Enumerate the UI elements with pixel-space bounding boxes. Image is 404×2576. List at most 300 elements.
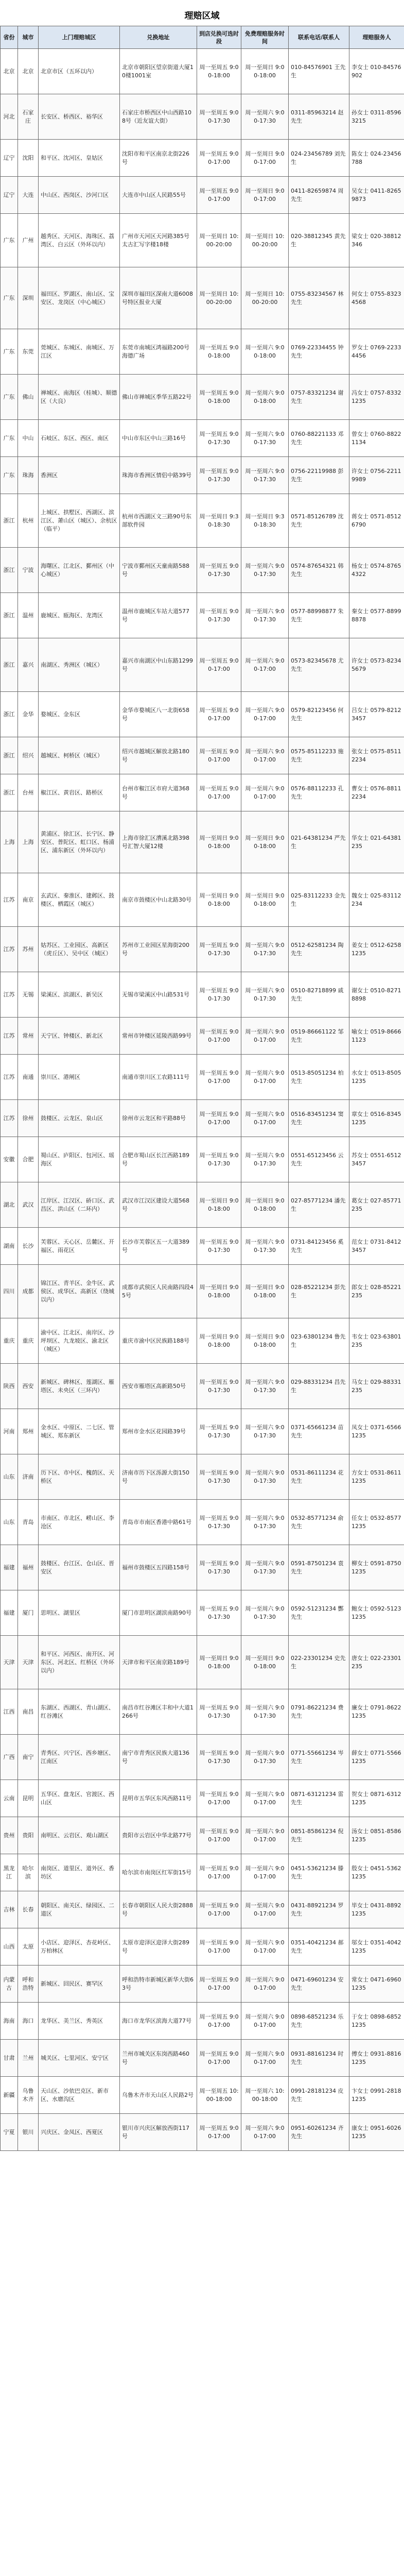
cell-province: 新疆	[1, 2077, 18, 2114]
cell-contact: 0871-63121234 雷先生	[289, 1780, 349, 1817]
cell-province: 山东	[1, 1454, 18, 1500]
cell-redeem-address: 台州市椒江区市府大道368号	[120, 774, 197, 811]
cell-redeem-address: 广州市天河区天河路385号太古汇写字楼18楼	[120, 214, 197, 267]
cell-city: 太原	[18, 1928, 39, 1965]
cell-city: 北京	[18, 49, 39, 94]
cell-claims-agent: 廉女士 0791-86221235	[349, 1689, 404, 1735]
cell-service-area: 中山区、西岗区、沙河口区	[39, 177, 120, 214]
cell-service-hours: 周一至周日 9:00-18:00	[241, 49, 289, 94]
cell-province: 福建	[1, 1590, 18, 1636]
table-row	[1, 375, 404, 420]
cell-service-area: 梁溪区、滨湖区、新吴区	[39, 972, 120, 1018]
cell-redeem-address: 重庆市渝中区民族路188号	[120, 1318, 197, 1364]
cell-store-hours: 周一至周日 9:00-18:00	[197, 1636, 241, 1689]
cell-redeem-address: 温州市鹿城区车站大道577号	[120, 593, 197, 638]
header-store-hours: 到店兑换可选时段	[197, 26, 241, 49]
cell-claims-agent: 苏女士 0551-65123457	[349, 1137, 404, 1182]
cell-contact: 0411-82659874 周先生	[289, 177, 349, 214]
cell-store-hours: 周一至周日 9:00-18:00	[197, 1318, 241, 1364]
cell-province: 内蒙古	[1, 1965, 18, 2003]
cell-claims-agent: 章女士 0516-83451235	[349, 1100, 404, 1137]
cell-province: 辽宁	[1, 177, 18, 214]
cell-service-area: 渝中区、江北区、南岸区、沙坪坝区、九龙坡区、渝北区（城区）	[39, 1318, 120, 1364]
cell-service-hours: 周一至周六 9:00-17:30	[241, 94, 289, 140]
cell-province: 江苏	[1, 873, 18, 927]
cell-redeem-address: 徐州市云龙区和平路88号	[120, 1100, 197, 1137]
cell-service-area: 石岐区、东区、西区、南区	[39, 420, 120, 457]
cell-claims-agent: 谢女士 0510-82718898	[349, 972, 404, 1018]
cell-city: 兰州	[18, 2040, 39, 2077]
cell-contact: 029-88331234 昌先生	[289, 1364, 349, 1409]
cell-service-hours: 周一至周六 9:00-18:00	[241, 329, 289, 375]
cell-contact: 024-23456789 刘先生	[289, 140, 349, 177]
cell-city: 珠海	[18, 457, 39, 494]
cell-contact: 0574-87654321 韩先生	[289, 548, 349, 593]
header-province: 省份	[1, 26, 18, 49]
cell-claims-agent: 韦女士 023-63801235	[349, 1318, 404, 1364]
cell-city: 西安	[18, 1364, 39, 1409]
table-row	[1, 972, 404, 1018]
cell-store-hours: 周一至周日 9:00-18:00	[197, 1265, 241, 1318]
cell-store-hours: 周一至周五 9:00-17:00	[197, 1018, 241, 1055]
table-row	[1, 1265, 404, 1318]
cell-contact: 0791-86221234 费先生	[289, 1689, 349, 1735]
table-row	[1, 927, 404, 972]
cell-service-hours: 周一至周六 9:00-17:30	[241, 1500, 289, 1545]
table-row	[1, 1228, 404, 1265]
cell-city: 昆明	[18, 1780, 39, 1817]
cell-city: 嘉兴	[18, 638, 39, 692]
cell-claims-agent: 薛女士 0771-55661235	[349, 1735, 404, 1780]
cell-service-hours: 周一至周日 9:30-18:30	[241, 494, 289, 548]
table-row	[1, 593, 404, 638]
cell-contact: 021-64381234 严先生	[289, 811, 349, 873]
cell-service-area: 崇川区、港闸区	[39, 1055, 120, 1100]
cell-claims-agent: 姜女士 0512-62581235	[349, 927, 404, 972]
cell-service-area: 思明区、湖里区	[39, 1590, 120, 1636]
cell-service-area: 市南区、市北区、崂山区、李沧区	[39, 1500, 120, 1545]
table-row	[1, 638, 404, 692]
cell-store-hours: 周一至周日 10:00-20:00	[197, 267, 241, 329]
cell-store-hours: 周一至周五 9:00-17:30	[197, 1500, 241, 1545]
cell-service-hours: 周一至周六 9:00-17:00	[241, 2003, 289, 2040]
cell-service-area: 和平区、河西区、南开区、河东区、河北区、红桥区（外环以内）	[39, 1636, 120, 1689]
cell-service-area: 北京市区（五环以内）	[39, 49, 120, 94]
cell-contact: 0851-85861234 倪先生	[289, 1817, 349, 1854]
cell-claims-agent: 吕女士 0579-82123457	[349, 692, 404, 737]
cell-store-hours: 周一至周日 9:00-18:00	[197, 873, 241, 927]
cell-city: 沈阳	[18, 140, 39, 177]
cell-service-area: 龙华区、美兰区、秀英区	[39, 2003, 120, 2040]
cell-province: 广东	[1, 214, 18, 267]
cell-service-hours: 周一至周六 9:00-17:00	[241, 1891, 289, 1928]
cell-contact: 0516-83451234 窦先生	[289, 1100, 349, 1137]
cell-service-hours: 周一至周六 9:00-17:00	[241, 2114, 289, 2151]
header-service-area: 上门理赔城区	[39, 26, 120, 49]
cell-city: 中山	[18, 420, 39, 457]
cell-store-hours: 周一至周五 9:00-17:30	[197, 1545, 241, 1590]
cell-province: 甘肃	[1, 2040, 18, 2077]
cell-service-hours: 周一至周六 9:00-17:30	[241, 1228, 289, 1265]
header-claims-agent: 理赔服务人	[349, 26, 404, 49]
cell-province: 黑龙江	[1, 1854, 18, 1891]
cell-contact: 0513-85051234 柏先生	[289, 1055, 349, 1100]
cell-contact: 028-85221234 彭先生	[289, 1265, 349, 1318]
cell-contact: 0771-55661234 岑先生	[289, 1735, 349, 1780]
cell-redeem-address: 福州市鼓楼区五四路158号	[120, 1545, 197, 1590]
cell-contact: 023-63801234 鲁先生	[289, 1318, 349, 1364]
cell-city: 乌鲁木齐	[18, 2077, 39, 2114]
cell-store-hours: 周一至周五 9:00-17:30	[197, 927, 241, 972]
cell-service-area: 姑苏区、工业园区、高新区（虎丘区）、吴中区（城区）	[39, 927, 120, 972]
cell-service-hours: 周一至周六 9:00-17:00	[241, 1055, 289, 1100]
table-row	[1, 2040, 404, 2077]
cell-service-area: 婺城区、金东区	[39, 692, 120, 737]
cell-city: 徐州	[18, 1100, 39, 1137]
cell-city: 深圳	[18, 267, 39, 329]
cell-service-area: 历下区、市中区、槐荫区、天桥区	[39, 1454, 120, 1500]
cell-city: 大连	[18, 177, 39, 214]
cell-service-hours: 周一至周日 10:00-20:00	[241, 214, 289, 267]
cell-province: 广东	[1, 329, 18, 375]
cell-claims-agent: 葛女士 027-85771235	[349, 1182, 404, 1228]
cell-redeem-address: 深圳市福田区深南大道6008号特区报业大厦	[120, 267, 197, 329]
cell-store-hours: 周一至周五 9:00-17:00	[197, 774, 241, 811]
cell-service-area: 南明区、云岩区、观山湖区	[39, 1817, 120, 1854]
cell-claims-agent: 水女士 0513-85051235	[349, 1055, 404, 1100]
cell-province: 浙江	[1, 774, 18, 811]
cell-service-hours: 周一至周六 9:00-17:30	[241, 593, 289, 638]
cell-store-hours: 周一至周五 9:00-17:00	[197, 177, 241, 214]
table-row	[1, 214, 404, 267]
cell-store-hours: 周一至周五 9:00-17:30	[197, 1137, 241, 1182]
cell-redeem-address: 武汉市江汉区建设大道568号	[120, 1182, 197, 1228]
cell-store-hours: 周一至周五 9:00-18:00	[197, 329, 241, 375]
cell-service-area: 莞城区、东城区、南城区、万江区	[39, 329, 120, 375]
cell-province: 广东	[1, 457, 18, 494]
cell-contact: 025-83112233 金先生	[289, 873, 349, 927]
cell-service-area: 黄浦区、徐汇区、长宁区、静安区、普陀区、虹口区、杨浦区、浦东新区（外环以内）	[39, 811, 120, 873]
cell-service-area: 长安区、桥西区、裕华区	[39, 94, 120, 140]
cell-city: 石家庄	[18, 94, 39, 140]
cell-contact: 0573-82345678 尤先生	[289, 638, 349, 692]
table-row	[1, 774, 404, 811]
cell-service-hours: 周一至周六 9:00-17:30	[241, 1364, 289, 1409]
cell-store-hours: 周一至周五 9:00-17:00	[197, 2003, 241, 2040]
cell-province: 广东	[1, 375, 18, 420]
cell-province: 湖南	[1, 1228, 18, 1265]
cell-service-hours: 周一至周日 9:00-17:00	[241, 140, 289, 177]
cell-redeem-address: 成都市武侯区人民南路四段45号	[120, 1265, 197, 1318]
table-row	[1, 1409, 404, 1454]
cell-service-hours: 周一至周六 9:00-17:30	[241, 1545, 289, 1590]
cell-service-area: 越城区、柯桥区（城区）	[39, 737, 120, 774]
cell-city: 厦门	[18, 1590, 39, 1636]
cell-service-area: 五华区、盘龙区、官渡区、西山区	[39, 1780, 120, 1817]
table-row	[1, 692, 404, 737]
table-row	[1, 811, 404, 873]
cell-redeem-address: 苏州市工业园区星海街200号	[120, 927, 197, 972]
cell-city: 常州	[18, 1018, 39, 1055]
cell-redeem-address: 珠海市香洲区情侣中路39号	[120, 457, 197, 494]
cell-city: 佛山	[18, 375, 39, 420]
cell-redeem-address: 东莞市南城区鸿福路200号海德广场	[120, 329, 197, 375]
cell-province: 浙江	[1, 638, 18, 692]
table-row	[1, 140, 404, 177]
cell-redeem-address: 嘉兴市南湖区中山东路1299号	[120, 638, 197, 692]
header-contact: 联系电话/联系人	[289, 26, 349, 49]
cell-service-hours: 周一至周六 10:00-18:00	[241, 2077, 289, 2114]
cell-service-hours: 周一至周六 9:00-17:30	[241, 972, 289, 1018]
cell-province: 吉林	[1, 1891, 18, 1928]
cell-service-hours: 周一至周六 9:00-17:30	[241, 1689, 289, 1735]
cell-claims-agent: 傅女士 0931-88161235	[349, 2040, 404, 2077]
cell-redeem-address: 西安市雁塔区高新路50号	[120, 1364, 197, 1409]
cell-city: 重庆	[18, 1318, 39, 1364]
cell-contact: 0898-68521234 乐先生	[289, 2003, 349, 2040]
cell-service-area: 上城区、拱墅区、西湖区、滨江区、萧山区（城区）、余杭区（临平）	[39, 494, 120, 548]
cell-service-area: 鼓楼区、云龙区、泉山区	[39, 1100, 120, 1137]
cell-service-hours: 周一至周日 10:00-20:00	[241, 267, 289, 329]
cell-city: 上海	[18, 811, 39, 873]
cell-redeem-address: 银川市兴庆区解放西街117号	[120, 2114, 197, 2151]
cell-store-hours: 周一至周五 9:00-17:30	[197, 1228, 241, 1265]
cell-service-hours: 周一至周六 9:00-17:00	[241, 1100, 289, 1137]
table-row	[1, 457, 404, 494]
cell-service-hours: 周一至周六 9:00-17:30	[241, 927, 289, 972]
cell-store-hours: 周一至周五 9:00-17:00	[197, 1780, 241, 1817]
cell-province: 广西	[1, 1735, 18, 1780]
cell-claims-agent: 于女士 0898-68521235	[349, 2003, 404, 2040]
cell-city: 东莞	[18, 329, 39, 375]
table-row	[1, 267, 404, 329]
cell-store-hours: 周一至周日 10:00-20:00	[197, 214, 241, 267]
cell-service-area: 福田区、罗湖区、南山区、宝安区、龙岗区（中心城区）	[39, 267, 120, 329]
cell-claims-agent: 柳女士 0591-87501235	[349, 1545, 404, 1590]
cell-claims-agent: 吴女士 0411-82659873	[349, 177, 404, 214]
cell-city: 银川	[18, 2114, 39, 2151]
cell-service-area: 城关区、七里河区、安宁区	[39, 2040, 120, 2077]
cell-contact: 020-38812345 黄先生	[289, 214, 349, 267]
cell-service-area: 江岸区、江汉区、硚口区、武昌区、洪山区（二环内）	[39, 1182, 120, 1228]
table-body	[1, 49, 404, 2151]
cell-redeem-address: 杭州市西湖区文三路90号东部软件园	[120, 494, 197, 548]
cell-service-hours: 周一至周六 9:00-17:30	[241, 1454, 289, 1500]
cell-province: 广东	[1, 420, 18, 457]
cell-store-hours: 周一至周五 9:00-17:00	[197, 1891, 241, 1928]
table-row	[1, 548, 404, 593]
cell-contact: 0592-51231234 酆先生	[289, 1590, 349, 1636]
cell-redeem-address: 沈阳市和平区南京北街226号	[120, 140, 197, 177]
cell-store-hours: 周一至周五 9:00-17:30	[197, 457, 241, 494]
cell-province: 宁夏	[1, 2114, 18, 2151]
cell-store-hours: 周一至周五 9:00-17:00	[197, 1928, 241, 1965]
cell-service-area: 锦江区、青羊区、金牛区、武侯区、成华区、高新区（绕城以内）	[39, 1265, 120, 1318]
cell-city: 杭州	[18, 494, 39, 548]
cell-contact: 0571-85126789 沈先生	[289, 494, 349, 548]
cell-service-hours: 周一至周六 9:00-17:00	[241, 1780, 289, 1817]
cell-claims-agent: 鲍女士 0592-51231235	[349, 1590, 404, 1636]
cell-service-area: 海曙区、江北区、鄞州区（中心城区）	[39, 548, 120, 593]
cell-contact: 0351-40421234 郝先生	[289, 1928, 349, 1965]
header-service-hours: 免费理赔服务时间	[241, 26, 289, 49]
cell-claims-agent: 梁女士 020-38812346	[349, 214, 404, 267]
table-row	[1, 1735, 404, 1780]
cell-city: 成都	[18, 1265, 39, 1318]
cell-province: 浙江	[1, 593, 18, 638]
cell-city: 广州	[18, 214, 39, 267]
table-row	[1, 1636, 404, 1689]
cell-contact: 0575-85112233 施先生	[289, 737, 349, 774]
cell-service-hours: 周一至周日 9:00-18:00	[241, 873, 289, 927]
cell-store-hours: 周一至周五 9:00-17:00	[197, 140, 241, 177]
cell-contact: 0371-65661234 苗先生	[289, 1409, 349, 1454]
cell-store-hours: 周一至周五 9:00-17:30	[197, 972, 241, 1018]
cell-contact: 0769-22334455 钟先生	[289, 329, 349, 375]
cell-redeem-address: 厦门市思明区湖滨南路90号	[120, 1590, 197, 1636]
cell-redeem-address: 中山市东区中山三路16号	[120, 420, 197, 457]
cell-service-hours: 周一至周日 9:00-18:00	[241, 811, 289, 873]
cell-redeem-address: 无锡市梁溪区中山路531号	[120, 972, 197, 1018]
cell-store-hours: 周一至周日 9:30-18:30	[197, 494, 241, 548]
cell-store-hours: 周一至周五 9:00-17:30	[197, 1364, 241, 1409]
cell-province: 陕西	[1, 1364, 18, 1409]
cell-province: 海南	[1, 2003, 18, 2040]
cell-contact: 0579-82123456 何先生	[289, 692, 349, 737]
cell-service-area: 南湖区、秀洲区（城区）	[39, 638, 120, 692]
cell-service-hours: 周一至周日 9:00-18:00	[241, 1636, 289, 1689]
cell-contact: 010-84576901 王先生	[289, 49, 349, 94]
cell-city: 南宁	[18, 1735, 39, 1780]
cell-store-hours: 周一至周五 9:00-17:00	[197, 1817, 241, 1854]
table-row	[1, 177, 404, 214]
table-row	[1, 420, 404, 457]
cell-service-hours: 周一至周六 9:00-17:00	[241, 638, 289, 692]
cell-service-area: 禅城区、南海区（桂城）、顺德区（大良）	[39, 375, 120, 420]
cell-service-area: 椒江区、黄岩区、路桥区	[39, 774, 120, 811]
cell-city: 长春	[18, 1891, 39, 1928]
cell-province: 云南	[1, 1780, 18, 1817]
cell-service-area: 玄武区、秦淮区、建邺区、鼓楼区、栖霞区（城区）	[39, 873, 120, 927]
cell-city: 海口	[18, 2003, 39, 2040]
table-row	[1, 1137, 404, 1182]
cell-store-hours: 周一至周五 9:00-17:30	[197, 593, 241, 638]
cell-claims-agent: 杨女士 0574-87654322	[349, 548, 404, 593]
cell-claims-agent: 方女士 0531-86111235	[349, 1454, 404, 1500]
cell-store-hours: 周一至周五 9:00-18:00	[197, 49, 241, 94]
cell-city: 郑州	[18, 1409, 39, 1454]
cell-redeem-address: 金华市婺城区八一北街658号	[120, 692, 197, 737]
table-row	[1, 1055, 404, 1100]
cell-claims-agent: 任女士 0532-85771235	[349, 1500, 404, 1545]
cell-redeem-address: 南昌市红谷滩区丰和中大道1266号	[120, 1689, 197, 1735]
cell-store-hours: 周一至周五 9:00-17:00	[197, 1100, 241, 1137]
table-row	[1, 2003, 404, 2040]
cell-redeem-address: 石家庄市桥西区中山西路108号（近友谊大街）	[120, 94, 197, 140]
cell-claims-agent: 许女士 0756-22119989	[349, 457, 404, 494]
cell-service-hours: 周一至周六 9:00-17:30	[241, 548, 289, 593]
cell-redeem-address: 昆明市五华区东风西路11号	[120, 1780, 197, 1817]
cell-province: 江苏	[1, 1018, 18, 1055]
cell-province: 江苏	[1, 1055, 18, 1100]
cell-city: 长沙	[18, 1228, 39, 1265]
cell-store-hours: 周一至周五 9:00-17:30	[197, 94, 241, 140]
table-row	[1, 873, 404, 927]
table-row	[1, 1891, 404, 1928]
cell-redeem-address: 大连市中山区人民路55号	[120, 177, 197, 214]
cell-redeem-address: 天津市和平区南京路189号	[120, 1636, 197, 1689]
cell-contact: 0577-88998877 朱先生	[289, 593, 349, 638]
table-row	[1, 737, 404, 774]
table-row	[1, 1100, 404, 1137]
cell-contact: 0471-69601234 安先生	[289, 1965, 349, 2003]
cell-claims-agent: 陈女士 024-23456788	[349, 140, 404, 177]
table-row	[1, 1780, 404, 1817]
cell-province: 北京	[1, 49, 18, 94]
cell-service-hours: 周一至周日 9:00-18:00	[241, 1318, 289, 1364]
cell-service-hours: 周一至周六 9:00-17:00	[241, 692, 289, 737]
table-row	[1, 1364, 404, 1409]
table-header-row	[1, 26, 404, 49]
cell-contact: 0519-86661122 邹先生	[289, 1018, 349, 1055]
cell-redeem-address: 常州市钟楼区延陵西路99号	[120, 1018, 197, 1055]
cell-city: 贵阳	[18, 1817, 39, 1854]
cell-claims-agent: 殷女士 0451-53621235	[349, 1854, 404, 1891]
cell-city: 武汉	[18, 1182, 39, 1228]
cell-service-area: 天宁区、钟楼区、新北区	[39, 1018, 120, 1055]
cell-contact: 0951-60261234 齐先生	[289, 2114, 349, 2151]
cell-province: 天津	[1, 1636, 18, 1689]
cell-store-hours: 周一至周五 9:00-17:00	[197, 2114, 241, 2151]
cell-service-area: 朝阳区、南关区、绿园区、二道区	[39, 1891, 120, 1928]
cell-service-hours: 周一至周六 9:00-17:30	[241, 1735, 289, 1780]
cell-city: 宁波	[18, 548, 39, 593]
cell-service-hours: 周一至周六 9:00-17:00	[241, 1928, 289, 1965]
cell-province: 浙江	[1, 548, 18, 593]
cell-claims-agent: 喻女士 0519-86661123	[349, 1018, 404, 1055]
cell-claims-agent: 冯女士 0757-83321235	[349, 375, 404, 420]
cell-contact: 0551-65123456 云先生	[289, 1137, 349, 1182]
table-row	[1, 1689, 404, 1735]
cell-city: 天津	[18, 1636, 39, 1689]
cell-service-area: 鼓楼区、台江区、仓山区、晋安区	[39, 1545, 120, 1590]
cell-city: 福州	[18, 1545, 39, 1590]
cell-claims-agent: 马女士 029-88331235	[349, 1364, 404, 1409]
cell-service-hours: 周一至周六 9:00-17:30	[241, 457, 289, 494]
cell-redeem-address: 长沙市芙蓉区五一大道389号	[120, 1228, 197, 1265]
cell-redeem-address: 济南市历下区泺源大街150号	[120, 1454, 197, 1500]
cell-redeem-address: 合肥市蜀山区长江西路189号	[120, 1137, 197, 1182]
cell-service-hours: 周一至周日 9:00-18:00	[241, 1265, 289, 1318]
cell-store-hours: 周一至周五 9:00-17:00	[197, 638, 241, 692]
cell-province: 重庆	[1, 1318, 18, 1364]
cell-service-area: 兴庆区、金凤区、西夏区	[39, 2114, 120, 2151]
cell-redeem-address: 呼和浩特市新城区新华大街63号	[120, 1965, 197, 2003]
cell-claims-agent: 卞女士 0991-28181235	[349, 2077, 404, 2114]
cell-service-hours: 周一至周日 9:00-17:00	[241, 177, 289, 214]
cell-redeem-address: 南京市鼓楼区中山北路30号	[120, 873, 197, 927]
cell-city: 呼和浩特	[18, 1965, 39, 2003]
cell-contact: 0451-53621234 滕先生	[289, 1854, 349, 1891]
cell-claims-agent: 蒋女士 0571-85126790	[349, 494, 404, 548]
table-row	[1, 2114, 404, 2151]
table-row	[1, 1182, 404, 1228]
cell-service-hours: 周一至周六 9:00-17:30	[241, 1137, 289, 1182]
table-row	[1, 49, 404, 94]
cell-redeem-address: 长春市朝阳区人民大街2888号	[120, 1891, 197, 1928]
cell-claims-agent: 唐女士 022-23301235	[349, 1636, 404, 1689]
cell-redeem-address: 上海市徐汇区漕溪北路398号汇智大厦12楼	[120, 811, 197, 873]
